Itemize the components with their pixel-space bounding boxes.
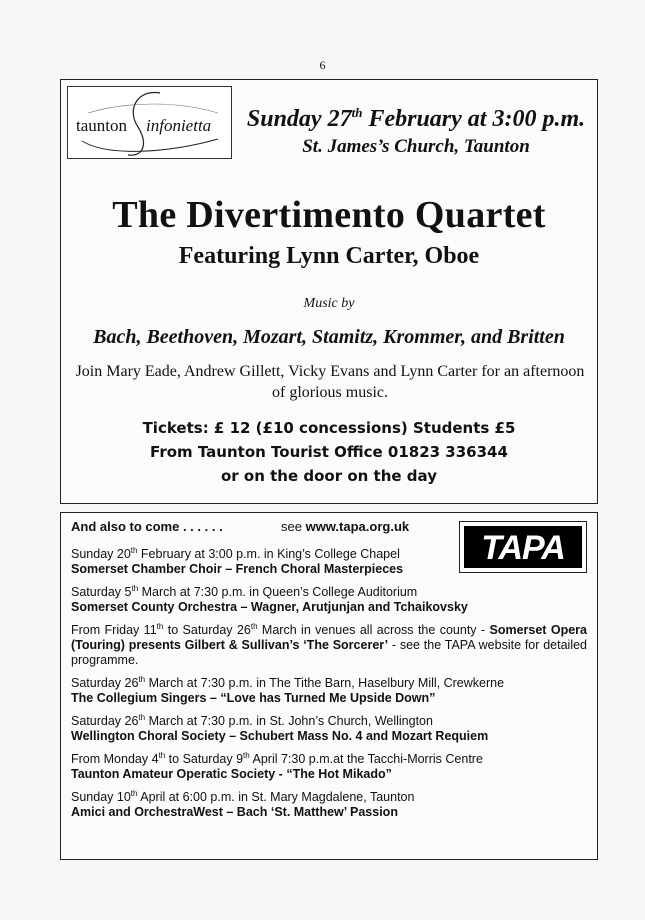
concert-subtitle: Featuring Lynn Carter, Oboe — [178, 243, 480, 269]
event-title: Amici and OrchestraWest – Bach ‘St. Matthew’ Passion — [71, 805, 398, 819]
composers-list: Bach, Beethoven, Mozart, Stamitz, Krommer, and Britten — [93, 326, 565, 348]
event-item — [71, 547, 451, 577]
event-title: Somerset Opera (Touring) presents Gilbert & Sullivan’s ‘The Sorcerer’ — [71, 623, 587, 652]
logo-text-left: taunton — [76, 116, 127, 135]
concert-title: The Divertimento Quartet — [112, 194, 546, 236]
event-item — [71, 676, 587, 706]
event-title: Taunton Amateur Operatic Society - “The Hot Mikado” — [71, 767, 392, 781]
taunton-sinfonietta-logo — [67, 86, 232, 159]
ticket-office: From Taunton Tourist Office 01823 336344 — [150, 443, 508, 461]
ticket-prices: Tickets: £ 12 (£10 concessions) Students £5 — [142, 419, 516, 437]
ticket-info — [61, 416, 597, 488]
event-item — [71, 752, 587, 782]
concert-date: Sunday 27th February at 3:00 p.m. — [246, 105, 586, 132]
website-reference: see www.tapa.org.uk — [281, 519, 410, 534]
music-by-label: Music by — [303, 296, 355, 311]
event-list — [71, 547, 587, 828]
event-details: Saturday 26th March at 7:30 p.m. in The Tithe Barn, Haselbury Mill, Crewkerne — [71, 674, 505, 690]
event-item — [71, 585, 587, 615]
logo-graphic — [68, 87, 231, 158]
concert-venue: St. James’s Church, Taunton — [302, 136, 530, 157]
event-details: Saturday 26th March at 7:30 p.m. in St. John’s Church, Wellington — [71, 712, 433, 728]
tapa-logo-text: TAPA — [464, 526, 582, 568]
upcoming-heading: And also to come . . . . . . — [71, 519, 223, 534]
event-title: The Collegium Singers – “Love has Turned Me Upside Down” — [71, 691, 436, 705]
event-details: Saturday 5th March at 7:30 p.m. in Queen’s College Auditorium — [71, 583, 418, 599]
concert-description: Join Mary Eade, Andrew Gillett, Vicky Evans and Lynn Carter for an afternoon of glorious music. — [75, 363, 585, 401]
event-title: Somerset Chamber Choir – French Choral Masterpieces — [71, 562, 404, 576]
event-title: Wellington Choral Society – Schubert Mass No. 4 and Mozart Requiem — [71, 729, 489, 743]
event-title: Somerset County Orchestra – Wagner, Arutjunjan and Tchaikovsky — [71, 600, 468, 614]
event-item — [71, 790, 587, 820]
upcoming-events-box — [60, 512, 598, 860]
website-link[interactable]: www.tapa.org.uk — [305, 519, 410, 534]
event-item: From Friday 11th to Saturday 26th March in venues all across the county - Somerset Opera (Touring) presents Gilbert & Sullivan’s ‘The Sorcerer’ - see the TAPA website for detailed programme. — [71, 621, 587, 667]
event-details: From Monday 4th to Saturday 9th April 7:30 p.m.at the Tacchi-Morris Centre — [71, 750, 483, 766]
page-number: 6 — [319, 58, 326, 72]
concert-poster — [60, 79, 598, 504]
event-item — [71, 714, 587, 744]
event-details: Sunday 20th February at 3:00 p.m. in King’s College Chapel — [71, 545, 400, 561]
ticket-door: or on the door on the day — [221, 467, 437, 485]
event-details: Sunday 10th April at 6:00 p.m. in St. Mary Magdalene, Taunton — [71, 788, 415, 804]
logo-text-right: infonietta — [146, 116, 212, 135]
